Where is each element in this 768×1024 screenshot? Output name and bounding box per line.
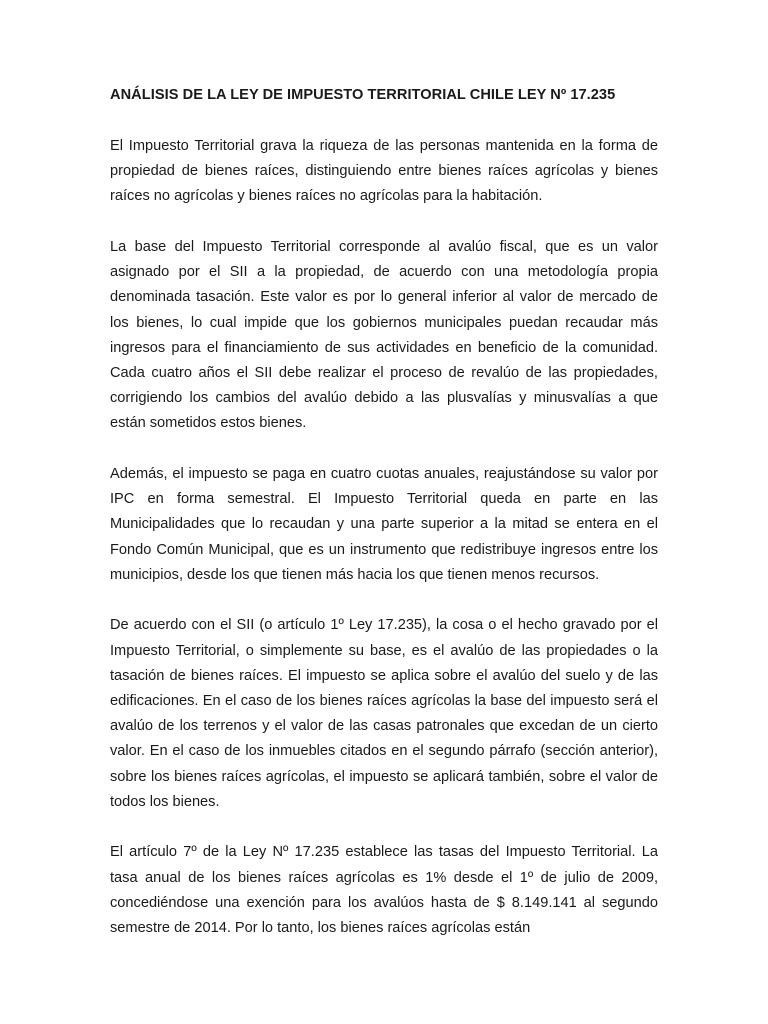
paragraph-1: El Impuesto Territorial grava la riqueza de las personas mantenida en la forma de propiedad de bienes raíces, distinguiendo entre bienes raíces agrícolas y bienes raíces no agrícolas y bienes raíces no agrícolas para la habitación. (110, 138, 658, 205)
paragraph-4: De acuerdo con el SII (o artículo 1º Ley 17.235), la cosa o el hecho gravado por el Impuesto Territorial, o simplemente su base, es el avalúo de las propiedades o la tasación de bienes raíces. El impuesto se aplica sobre el avalúo del suelo y de las edificaciones. En el caso de los bienes raíces agrícolas la base del impuesto será el avalúo de los terrenos y el valor de las casas patronales que excedan de un cierto valor. En el caso de los inmuebles citados en el segundo párrafo (sección anterior), sobre los bienes raíces agrícolas, el impuesto se aplicará también, sobre el valor de todos los bienes. (110, 617, 658, 810)
paragraph-5: El artículo 7º de la Ley Nº 17.235 establece las tasas del Impuesto Territorial. La tasa anual de los bienes raíces agrícolas es 1% desde el 1º de julio de 2009, concediéndose una exención para los avalúos hasta de $ 8.149.141 al segundo semestre de 2014. Por lo tanto, los bienes raíces agrícolas están (110, 844, 658, 937)
paragraph-2: La base del Impuesto Territorial corresponde al avalúo fiscal, que es un valor asignado por el SII a la propiedad, de acuerdo con una metodología propia denominada tasación. Este valor es por lo general inferior al valor de mercado de los bienes, lo cual impide que los gobiernos municipales puedan recaudar más ingresos para el financiamiento de sus actividades en beneficio de la comunidad. Cada cuatro años el SII debe realizar el proceso de revalúo de las propiedades, corrigiendo los cambios del avalúo debido a las plusvalías y minusvalías a que están sometidos estos bienes. (110, 239, 658, 432)
document-title: ANÁLISIS DE LA LEY DE IMPUESTO TERRITORIAL CHILE LEY Nº 17.235 (110, 87, 616, 103)
paragraph-3: Además, el impuesto se paga en cuatro cuotas anuales, reajustándose su valor por IPC en forma semestral. El Impuesto Territorial queda en parte en las Municipalidades que lo recaudan y una parte superior a la mitad se entera en el Fondo Común Municipal, que es un instrumento que redistribuye ingresos entre los municipios, desde los que tienen más hacia los que tienen menos recursos. (110, 466, 658, 583)
document-page (110, 83, 658, 967)
